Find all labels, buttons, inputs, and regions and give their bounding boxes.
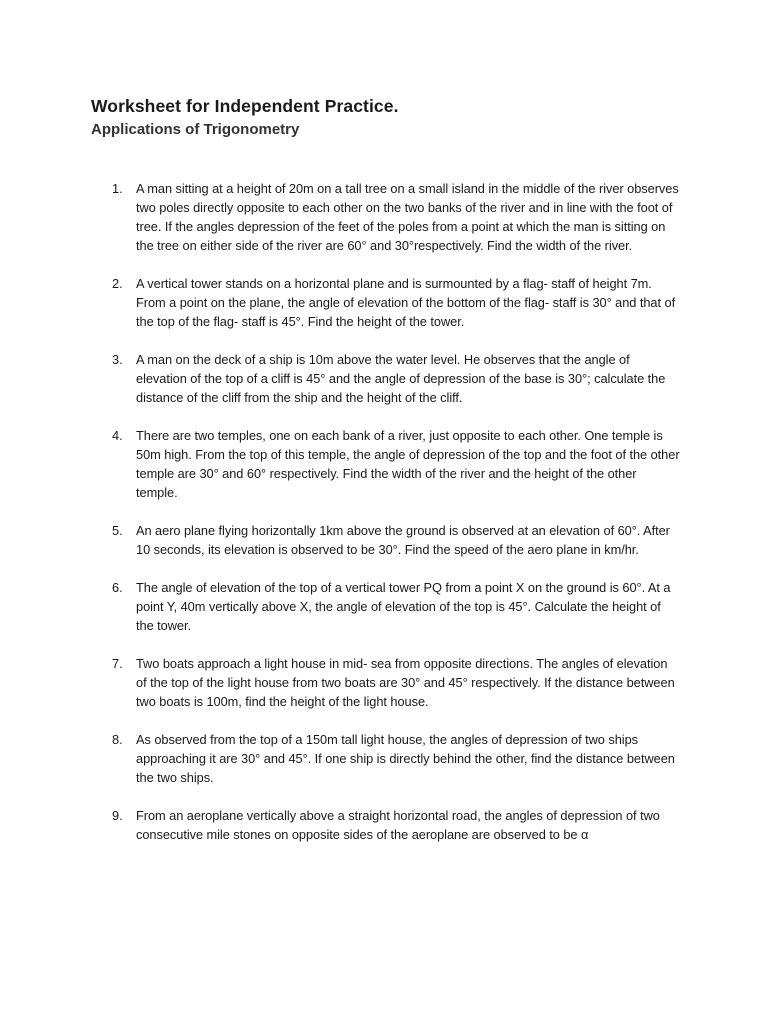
question-text: The angle of elevation of the top of a vertical tower PQ from a point X on the ground is 60°. At a point Y, 40m vertically above X, the angle of elevation of the top is 45°. Calculate the height of the tower. (136, 580, 671, 633)
question-list (0, 179, 768, 863)
page-title: Worksheet for Independent Practice. (91, 96, 399, 116)
question-number: 2. (112, 276, 123, 291)
question-text: A man sitting at a height of 20m on a tall tree on a small island in the middle of the river observes two poles directly opposite to each other on the two banks of the river and in line with the foot of tree. If the angles depression of the feet of the poles from a point at which the man is sitting on the tree on either side of the river are 60° and 30°respectively. Find the width of the river. (136, 181, 679, 253)
question-text: As observed from the top of a 150m tall light house, the angles of depression of two ships approaching it are 30° and 45°. If one ship is directly behind the other, find the distance between the two ships. (136, 732, 675, 785)
question-number: 6. (112, 580, 123, 595)
question-number: 7. (112, 656, 123, 671)
question-item-8 (0, 730, 681, 787)
question-number: 4. (112, 428, 123, 443)
question-item-7 (0, 654, 681, 711)
question-item-5 (0, 521, 681, 559)
question-item-2 (0, 274, 681, 331)
question-number: 5. (112, 523, 123, 538)
question-number: 9. (112, 808, 123, 823)
question-item-9 (0, 806, 681, 844)
question-text: An aero plane flying horizontally 1km above the ground is observed at an elevation of 60°. After 10 seconds, its elevation is observed to be 30°. Find the speed of the aero plane in km/hr. (136, 523, 670, 557)
question-item-3 (0, 350, 681, 407)
question-number: 1. (112, 181, 123, 196)
question-text: A man on the deck of a ship is 10m above the water level. He observes that the angle of elevation of the top of a cliff is 45° and the angle of depression of the base is 30°; calculate the distance of the cliff from the ship and the height of the cliff. (136, 352, 666, 405)
question-number: 8. (112, 732, 123, 747)
question-text: A vertical tower stands on a horizontal plane and is surmounted by a flag- staff of height 7m. From a point on the plane, the angle of elevation of the bottom of the flag- staff is 30° and that of the top of the flag- staff is 45°. Find the height of the tower. (136, 276, 676, 329)
question-number: 3. (112, 352, 123, 367)
question-text: From an aeroplane vertically above a straight horizontal road, the angles of depression of two consecutive mile stones on opposite sides of the aeroplane are observed to be α (136, 808, 660, 842)
question-item-6 (0, 578, 681, 635)
question-item-4 (0, 426, 681, 502)
question-item-1 (0, 179, 681, 255)
page-subtitle: Applications of Trigonometry (91, 121, 300, 138)
question-text: Two boats approach a light house in mid- sea from opposite directions. The angles of elevation of the top of the light house from two boats are 30° and 45° respectively. If the distance between two boats is 100m, find the height of the light house. (136, 656, 675, 709)
question-text: There are two temples, one on each bank of a river, just opposite to each other. One temple is 50m high. From the top of this temple, the angle of depression of the top and the foot of the other temple are 30° and 60° respectively. Find the width of the river and the height of the other temple. (136, 428, 680, 500)
